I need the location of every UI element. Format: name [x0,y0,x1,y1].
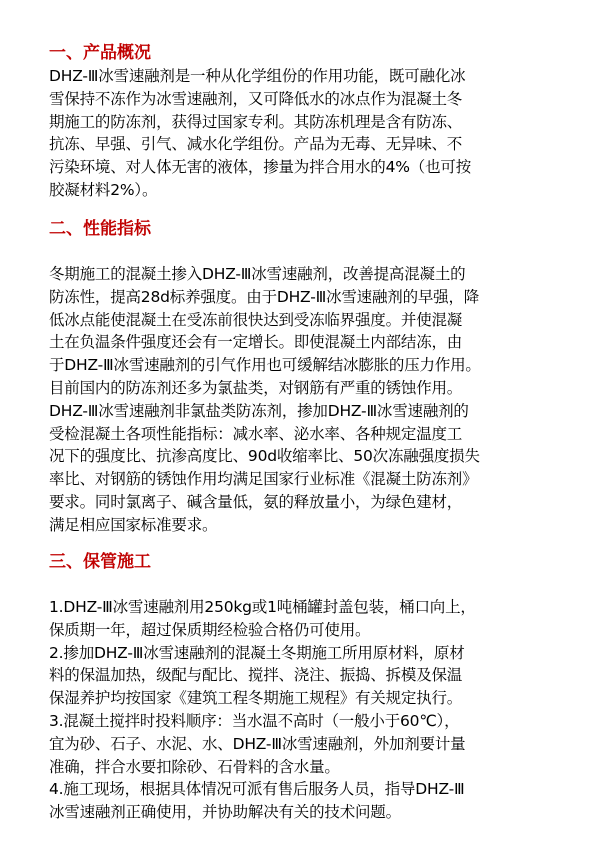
text-line: 雪保持不冻作为冰雪速融剂，又可降低水的冰点作为混凝土冬 [49,89,463,108]
text-line: 保湿养护均按国家《建筑工程冬期施工规程》有关规定执行。 [49,689,463,708]
text-line: 于DHZ-Ⅲ冰雪速融剂的引气作用也可缓解结冰膨胀的压力作用。 [49,356,481,375]
text-line: 满足相应国家标准要求。 [49,515,218,534]
text-line: 低冰点能使混凝土在受冻前很快达到受冻临界强度。并使混凝 [49,310,463,329]
section-body-storage-construction [49,596,569,824]
text-line: 目前国内的防冻剂还多为氯盐类，对钢筋有严重的锈蚀作用。 [49,378,463,397]
text-line: 污染环境、对人体无害的液体，掺量为拌合用水的4%（也可按 [49,158,471,177]
text-line: 冰雪速融剂正确使用，并协助解决有关的技术问题。 [49,803,401,822]
text-line: 1.DHZ-Ⅲ冰雪速融剂用250kg或1吨桶罐封盖包装，桶口向上， [49,598,476,616]
section-heading-storage-construction: 三、保管施工 [49,552,151,572]
text-line: 抗冻、早强、引气、减水化学组份。产品为无毒、无异味、不 [49,135,463,154]
section-body-performance [49,263,569,537]
text-line: DHZ-Ⅲ冰雪速融剂非氯盐类防冻剂，掺加DHZ-Ⅲ冰雪速融剂的 [49,401,469,420]
text-line: 防冻性，提高28d标养强度。由于DHZ-Ⅲ冰雪速融剂的早强，降 [49,287,480,306]
text-line: DHZ-Ⅲ冰雪速融剂是一种从化学组份的作用功能，既可融化冰 [49,67,466,85]
text-line: 保质期一年，超过保质期经检验合格仍可使用。 [49,620,371,639]
text-line: 况下的强度比、抗渗高度比、90d收缩率比、50次冻融强度损失 [49,447,480,466]
text-line: 2.掺加DHZ-Ⅲ冰雪速融剂的混凝土冬期施工所用原材料，原材 [49,643,465,662]
text-line: 胶凝材料2%）。 [49,180,158,199]
text-line: 冬期施工的混凝土掺入DHZ-Ⅲ冰雪速融剂，改善提高混凝土的 [49,265,466,283]
text-line: 要求。同时氯离子、碱含量低，氨的释放量小，为绿色建材， [49,492,463,511]
text-line: 土在负温条件强度还会有一定增长。即使混凝土内部结冻，由 [49,333,463,352]
section-body-product-overview [49,65,569,202]
text-line: 料的保温加热，级配与配比、搅拌、浇注、振捣、拆模及保温 [49,666,463,685]
text-line: 受检混凝土各项性能指标：减水率、泌水率、各种规定温度工 [49,424,463,443]
text-line: 期施工的防冻剂，获得过国家专利。其防冻机理是含有防冻、 [49,112,463,131]
text-line: 准确，拌合水要扣除砂、石骨料的含水量。 [49,757,340,776]
text-line: 宜为砂、石子、水泥、水、DHZ-Ⅲ冰雪速融剂，外加剂要计量 [49,734,466,753]
section-heading-performance: 二、性能指标 [49,219,151,239]
section-heading-product-overview: 一、产品概况 [49,43,151,63]
text-line: 4.施工现场，根据具体情况可派有售后服务人员，指导DHZ-Ⅲ [49,780,465,799]
text-line: 率比、对钢筋的锈蚀作用均满足国家行业标准《混凝土防冻剂》 [49,470,478,489]
text-line: 3.混凝土搅拌时投料顺序：当水温不高时（一般小于60℃）， [49,711,460,730]
